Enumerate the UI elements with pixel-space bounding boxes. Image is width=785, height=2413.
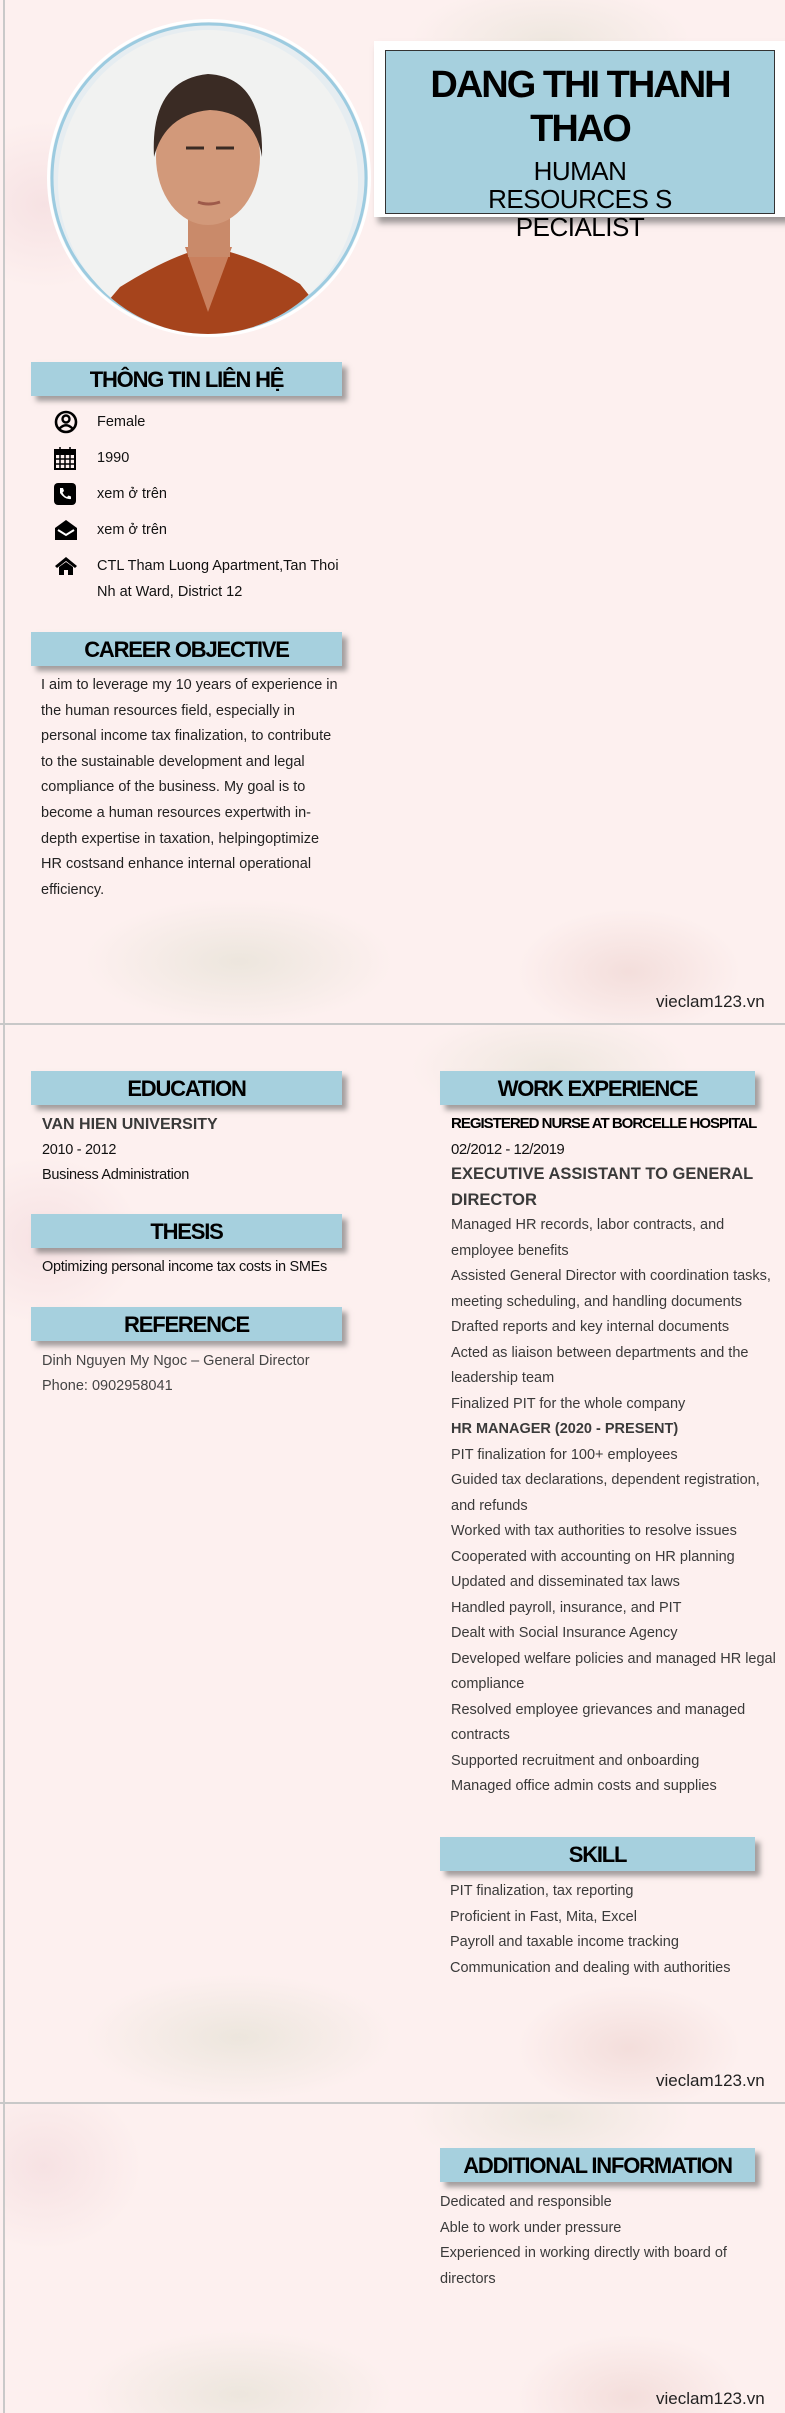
job-title-line: RESOURCES S [488, 184, 672, 214]
contact-heading: THÔNG TIN LIÊN HỆ [31, 362, 342, 396]
contact-text: CTL Tham Luong Apartment,Tan Thoi Nh at Ward, District 12 [97, 558, 339, 600]
contact-item [51, 445, 361, 481]
job-title [386, 157, 774, 241]
list-item: Experienced in working directly with board of directors [440, 2245, 727, 2287]
phone-icon [51, 481, 97, 507]
list-item: Assisted General Director with coordination tasks, meeting scheduling, and handling documents [451, 1268, 771, 1310]
list-item: Payroll and taxable income tracking [450, 1934, 679, 1950]
cv-page-2 [3, 1025, 785, 2102]
contact-item [51, 517, 361, 553]
reference-name: Dinh Nguyen My Ngoc – General Director [42, 1353, 310, 1369]
list-item: Developed welfare policies and managed HR legal compliance [451, 1650, 776, 1692]
role-duties-list [451, 1213, 781, 1417]
contact-item [51, 481, 361, 517]
user-circle-icon [51, 409, 97, 435]
job-title-line: HUMAN [533, 156, 627, 186]
skill-list [450, 1879, 731, 1981]
list-item: PIT finalization for 100+ employees [451, 1446, 678, 1463]
profile-photo [50, 22, 368, 334]
watermark: vieclam123.vn [656, 992, 765, 1011]
thesis-text: Optimizing personal income tax costs in SMEs [42, 1259, 327, 1275]
reference-heading: REFERENCE [31, 1307, 342, 1341]
list-item: Managed HR records, labor contracts, and employee benefits [451, 1217, 725, 1259]
contact-text: Female [97, 414, 146, 430]
list-item: Supported recruitment and onboarding [451, 1752, 700, 1769]
list-item: Updated and disseminated tax laws [451, 1574, 680, 1590]
additional-list [440, 2190, 760, 2292]
list-item: Handled payroll, insurance, and PIT [451, 1599, 682, 1616]
envelope-icon [51, 517, 97, 543]
thesis-heading: THESIS [31, 1214, 342, 1248]
contact-text: xem ở trên [97, 486, 167, 502]
work-company: REGISTERED NURSE AT BORCELLE HOSPITAL [451, 1115, 757, 1132]
work-role-title: EXECUTIVE ASSISTANT TO GENERAL DIRECTOR [451, 1165, 753, 1209]
name-card [374, 41, 785, 242]
list-item: PIT finalization, tax reporting [450, 1883, 634, 1899]
list-item: Dealt with Social Insurance Agency [451, 1625, 678, 1641]
role-duties-list [451, 1443, 781, 1800]
list-item: Drafted reports and key internal documents [451, 1319, 730, 1335]
list-item: Cooperated with accounting on HR planning [451, 1548, 735, 1565]
contact-text: 1990 [97, 450, 130, 466]
list-item: Resolved employee grievances and managed contracts [451, 1701, 746, 1743]
job-title-line: PECIALIST [515, 212, 645, 242]
list-item: Guided tax declarations, dependent registration, and refunds [451, 1472, 760, 1514]
watermark: vieclam123.vn [656, 2071, 765, 2090]
work-section [451, 1111, 781, 1800]
education-heading: EDUCATION [31, 1071, 342, 1105]
contact-text: xem ở trên [97, 522, 167, 538]
list-item: Finalized PIT for the whole company [451, 1395, 686, 1412]
education-major: Business Administration [42, 1167, 190, 1183]
objective-text: I aim to leverage my 10 years of experience in the human resources field, especially in personal income tax finalization, to contribute to the sustainable development and legal compliance of the business. My goal is to become a human resources expertwith in-depth expertise in taxation, helpingoptimize HR costsand enhance internal operational efficiency. [41, 677, 338, 898]
contact-item [51, 409, 361, 445]
list-item: Managed office admin costs and supplies [451, 1778, 717, 1794]
cv-page-1 [3, 0, 785, 1023]
list-item: Communication and dealing with authorities [450, 1959, 731, 1976]
work-period: 02/2012 - 12/2019 [451, 1140, 565, 1158]
work-role-title: HR MANAGER (2020 - PRESENT) [451, 1421, 679, 1437]
education-school: VAN HIEN UNIVERSITY [42, 1116, 218, 1133]
watermark: vieclam123.vn [656, 2389, 765, 2408]
reference-phone: Phone: 0902958041 [42, 1378, 173, 1394]
skill-heading: SKILL [440, 1837, 755, 1871]
contact-item [51, 553, 361, 613]
contact-list [51, 409, 361, 613]
list-item: Dedicated and responsible [440, 2194, 612, 2210]
objective-heading: CAREER OBJECTIVE [31, 632, 342, 666]
work-heading: WORK EXPERIENCE [440, 1071, 755, 1105]
list-item: Able to work under pressure [440, 2219, 622, 2236]
list-item: Acted as liaison between departments and the leadership team [451, 1344, 749, 1386]
cv-page-3 [3, 2104, 785, 2413]
education-years: 2010 - 2012 [42, 1142, 117, 1158]
calendar-icon [51, 445, 97, 471]
list-item: Proficient in Fast, Mita, Excel [450, 1908, 637, 1925]
candidate-name: DANG THI THANH THAO [430, 64, 730, 150]
list-item: Worked with tax authorities to resolve issues [451, 1523, 737, 1539]
home-icon [51, 553, 97, 579]
additional-heading: ADDITIONAL INFORMATION [440, 2148, 755, 2182]
